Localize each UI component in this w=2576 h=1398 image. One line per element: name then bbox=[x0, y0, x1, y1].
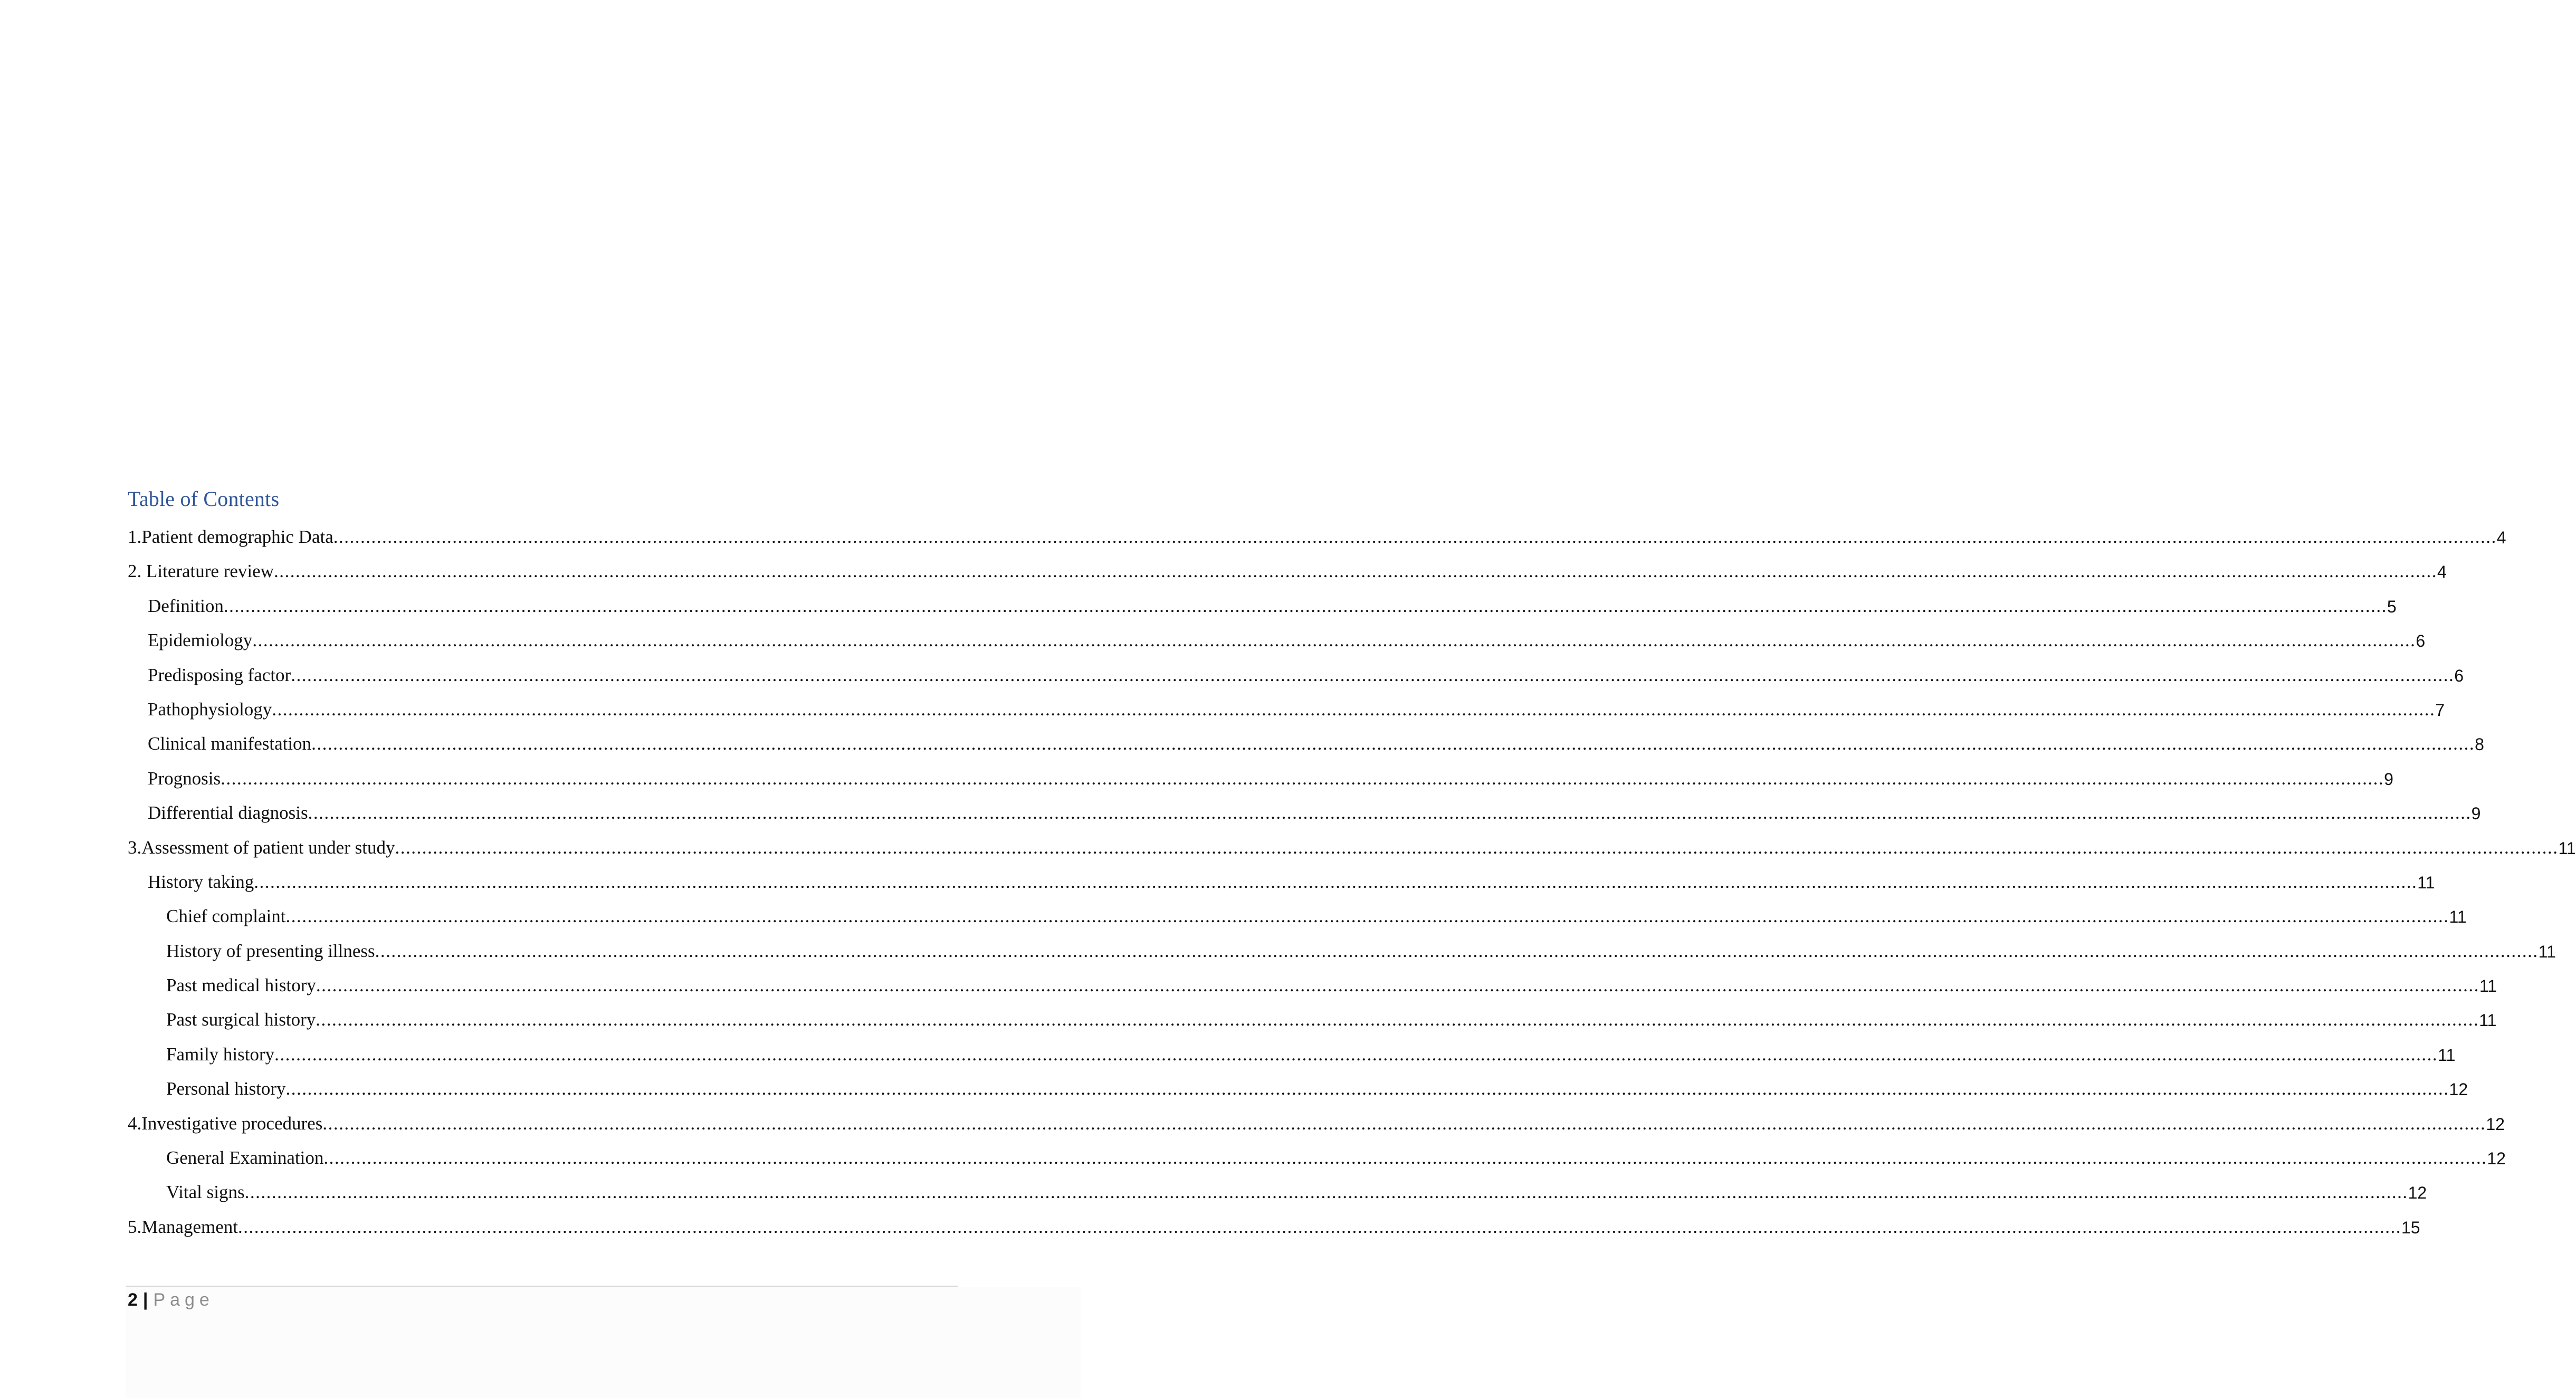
toc-entry[interactable] bbox=[0, 798, 2481, 832]
toc-dot-leader: ................................................................................................................................................................................................................................................................................................................................................................................................................ bbox=[274, 1043, 2438, 1065]
toc-entry-page-number: 11 bbox=[2558, 838, 2576, 858]
toc-entry-page-number: 11 bbox=[2449, 907, 2467, 927]
toc-entry-label: 1.Patient demographic Data bbox=[128, 526, 333, 547]
toc-dot-leader: ................................................................................................................................................................................................................................................................................................................................................................................................................ bbox=[272, 698, 2436, 720]
toc-entry[interactable] bbox=[0, 1212, 2420, 1247]
toc-entry-page-number: 7 bbox=[2435, 700, 2445, 720]
footer-shade bbox=[126, 1287, 1081, 1398]
toc-dot-leader: ................................................................................................................................................................................................................................................................................................................................................................................................................ bbox=[375, 940, 2539, 961]
toc-entry-label: 3.Assessment of patient under study bbox=[128, 837, 395, 858]
toc-entry-page-number: 5 bbox=[2387, 597, 2397, 616]
toc-entry-label: Chief complaint bbox=[166, 906, 286, 927]
toc-entry-page-number: 12 bbox=[2449, 1080, 2468, 1099]
toc-entry-page-number: 8 bbox=[2475, 735, 2484, 754]
toc-entry-label: History taking bbox=[148, 871, 254, 892]
toc-entry-page-number: 12 bbox=[2408, 1183, 2427, 1203]
toc-entry[interactable] bbox=[0, 902, 2467, 936]
toc-entry-label: Predisposing factor bbox=[148, 664, 291, 685]
toc-dot-leader: ................................................................................................................................................................................................................................................................................................................................................................................................................ bbox=[308, 802, 2472, 824]
toc-entry-page-number: 4 bbox=[2496, 528, 2506, 547]
toc-dot-leader: ................................................................................................................................................................................................................................................................................................................................................................................................................ bbox=[316, 1009, 2479, 1030]
toc-entry-label: Definition bbox=[148, 595, 224, 616]
toc-entry[interactable] bbox=[0, 1177, 2427, 1212]
toc-entry[interactable] bbox=[0, 729, 2484, 763]
toc-entry-label: Clinical manifestation bbox=[148, 733, 312, 754]
toc-entry-page-number: 12 bbox=[2487, 1149, 2506, 1169]
toc-entry-page-number: 6 bbox=[2454, 666, 2464, 685]
toc-entry-label: Personal history bbox=[166, 1078, 286, 1099]
toc-entry[interactable] bbox=[0, 971, 2497, 1005]
toc-entry-label: General Examination bbox=[166, 1147, 324, 1169]
toc-dot-leader: ................................................................................................................................................................................................................................................................................................................................................................................................................ bbox=[252, 630, 2416, 651]
toc-dot-leader: ................................................................................................................................................................................................................................................................................................................................................................................................................ bbox=[291, 664, 2455, 685]
toc-entry-label: Epidemiology bbox=[148, 630, 253, 651]
toc-entry-page-number: 15 bbox=[2401, 1218, 2420, 1237]
toc-entry-page-number: 9 bbox=[2471, 804, 2481, 824]
toc-dot-leader: ................................................................................................................................................................................................................................................................................................................................................................................................................ bbox=[333, 526, 2497, 547]
toc-dot-leader: ................................................................................................................................................................................................................................................................................................................................................................................................................ bbox=[221, 768, 2384, 789]
toc-dot-leader: ................................................................................................................................................................................................................................................................................................................................................................................................................ bbox=[254, 871, 2418, 892]
toc-entry[interactable] bbox=[0, 695, 2445, 729]
toc-entry-label: History of presenting illness bbox=[166, 940, 375, 961]
toc-entry-page-number: 11 bbox=[2538, 942, 2556, 961]
toc-dot-leader: ................................................................................................................................................................................................................................................................................................................................................................................................................ bbox=[223, 595, 2387, 616]
toc-entry-label: 5.Management bbox=[128, 1216, 238, 1237]
toc-entry[interactable] bbox=[0, 1005, 2497, 1039]
footer-separator: | bbox=[142, 1290, 148, 1310]
toc-entry-page-number: 11 bbox=[2438, 1045, 2456, 1065]
toc-list bbox=[0, 522, 2576, 1247]
toc-dot-leader: ................................................................................................................................................................................................................................................................................................................................................................................................................ bbox=[285, 1078, 2449, 1099]
toc-entry[interactable] bbox=[0, 1040, 2456, 1074]
toc-entry[interactable] bbox=[0, 557, 2447, 591]
toc-entry[interactable] bbox=[0, 867, 2435, 902]
toc-entry-page-number: 9 bbox=[2384, 769, 2393, 789]
toc-entry-page-number: 6 bbox=[2416, 631, 2426, 651]
toc-entry[interactable] bbox=[0, 833, 2576, 867]
toc-entry[interactable] bbox=[0, 936, 2556, 971]
toc-dot-leader: ................................................................................................................................................................................................................................................................................................................................................................................................................ bbox=[244, 1182, 2408, 1203]
page-footer bbox=[128, 1287, 214, 1313]
toc-entry-label: Vital signs bbox=[166, 1182, 245, 1203]
toc-dot-leader: ................................................................................................................................................................................................................................................................................................................................................................................................................ bbox=[311, 733, 2475, 754]
toc-entry-label: Differential diagnosis bbox=[148, 802, 308, 824]
footer-page-word: Page bbox=[153, 1290, 214, 1310]
toc-entry[interactable] bbox=[0, 764, 2393, 798]
footer-divider bbox=[126, 1286, 958, 1287]
toc-entry-page-number: 11 bbox=[2417, 873, 2435, 892]
toc-entry-label: Pathophysiology bbox=[148, 698, 272, 720]
toc-entry-label: Past surgical history bbox=[166, 1009, 316, 1030]
toc-dot-leader: ................................................................................................................................................................................................................................................................................................................................................................................................................ bbox=[323, 1147, 2487, 1169]
toc-entry-label: 2. Literature review bbox=[128, 561, 274, 582]
toc-entry-page-number: 12 bbox=[2486, 1114, 2505, 1134]
toc-entry-label: Prognosis bbox=[148, 768, 221, 789]
toc-dot-leader: ................................................................................................................................................................................................................................................................................................................................................................................................................ bbox=[395, 837, 2559, 858]
footer-page-number: 2 bbox=[128, 1290, 138, 1310]
toc-entry[interactable] bbox=[0, 1074, 2468, 1108]
toc-dot-leader: ................................................................................................................................................................................................................................................................................................................................................................................................................ bbox=[316, 975, 2479, 996]
toc-dot-leader: ................................................................................................................................................................................................................................................................................................................................................................................................................ bbox=[273, 561, 2437, 582]
toc-dot-leader: ................................................................................................................................................................................................................................................................................................................................................................................................................ bbox=[285, 906, 2449, 927]
toc-entry[interactable] bbox=[0, 660, 2464, 695]
toc-entry-page-number: 11 bbox=[2479, 1011, 2497, 1030]
toc-entry-label: Family history bbox=[166, 1043, 275, 1065]
toc-entry[interactable] bbox=[0, 591, 2397, 626]
toc-dot-leader: ................................................................................................................................................................................................................................................................................................................................................................................................................ bbox=[322, 1113, 2486, 1134]
toc-entry-page-number: 11 bbox=[2479, 976, 2497, 996]
toc-entry-label: 4.Investigative procedures bbox=[128, 1113, 323, 1134]
toc-entry-label: Past medical history bbox=[166, 975, 316, 996]
toc-entry[interactable] bbox=[0, 522, 2506, 557]
toc-entry[interactable] bbox=[0, 1143, 2506, 1177]
toc-entry-page-number: 4 bbox=[2437, 562, 2447, 582]
toc-entry[interactable] bbox=[0, 626, 2426, 660]
toc-entry[interactable] bbox=[0, 1109, 2505, 1143]
toc-title: Table of Contents bbox=[128, 487, 280, 511]
toc-dot-leader: ................................................................................................................................................................................................................................................................................................................................................................................................................ bbox=[237, 1216, 2401, 1237]
